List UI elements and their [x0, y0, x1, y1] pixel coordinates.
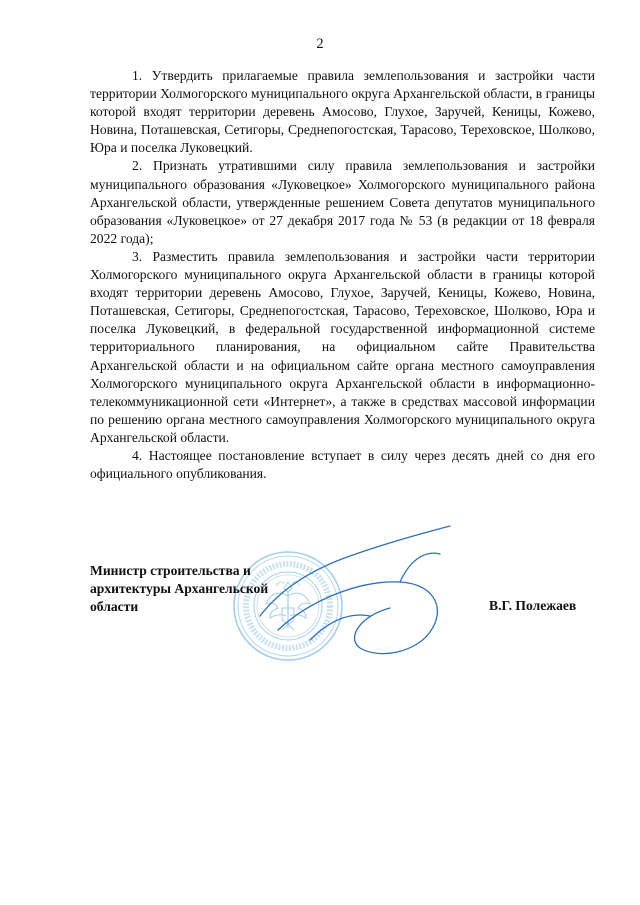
page-number: 2 — [316, 36, 324, 52]
signatory-title-line-2: архитектуры Архангельской — [90, 581, 269, 596]
signatory-name: В.Г. Полежаев — [489, 598, 577, 613]
signature-block — [0, 556, 640, 696]
document-body — [90, 67, 595, 483]
paragraph-4: 4. Настоящее постановление вступает в силу через десять дней со дня его официального опубликования. — [90, 447, 595, 482]
paragraph-3: 3. Разместить правила землепользования и застройки части территории Холмогорского муниципального округа Архангельской области в границы которой входят территории деревень Амосово, Глухое, Заручей, Кеницы, Кожево, Новина, Поташевская, Сетигоры, Среднепогостская, Тарасово, Тереховское, Шолково, Юра и поселка Луковецкий, в федеральной государственной информационной системе территориального планирования, на официальном сайте Правительства Архангельской области и на официальном сайте органа местного самоуправления Холмогорского муниципального округа Архангельской области в информационно-телекоммуникационной сети «Интернет», а также в средствах массовой информации по решению органа местного самоуправления Холмогорского муниципального округа Архангельской области. — [90, 248, 595, 445]
signatory-title-line-3: области — [90, 599, 139, 614]
signatory-title — [90, 562, 310, 616]
signatory-title-line-1: Министр строительства и — [90, 563, 251, 578]
paragraph-1: 1. Утвердить прилагаемые правила землепользования и застройки части территории Холмогорского муниципального округа Архангельской области, в границы которой входят территории деревень Амосово, Глухое, Заручей, Кеницы, Кожево, Новина, Поташевская, Сетигоры, Среднепогостская, Тарасово, Тереховское, Шолково, Юра и поселка Луковецкий. — [90, 68, 595, 156]
paragraph-2: 2. Признать утратившими силу правила землепользования и застройки муниципального образования «Луковецкое» Холмогорского муниципального района Архангельской области, утвержденные решением Совета депутатов муниципального образования «Луковецкое» от 27 декабря 2017 года № 53 (в редакции от 18 февраля 2022 года); — [90, 158, 595, 246]
